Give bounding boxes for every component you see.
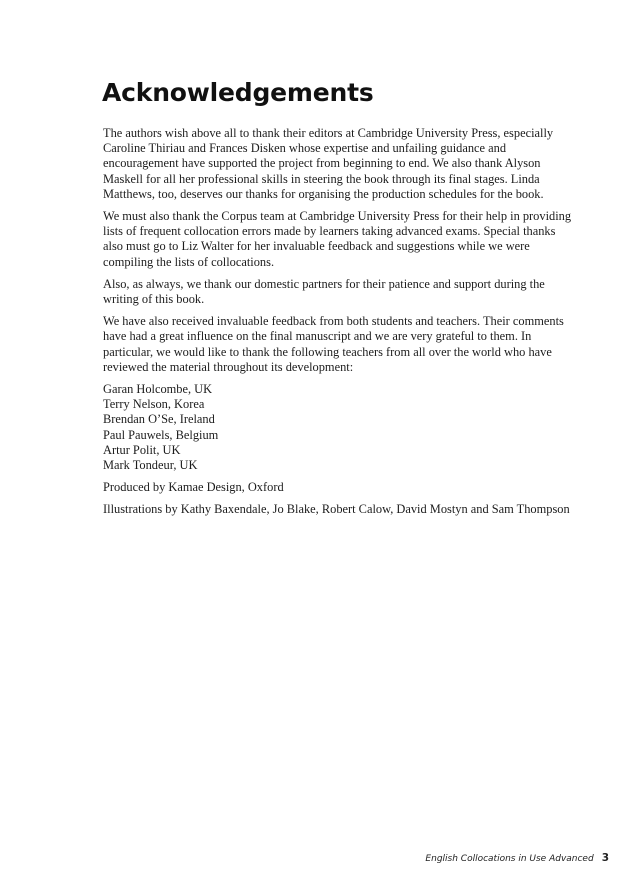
footer-book-title: English Collocations in Use Advanced [425, 854, 594, 864]
paragraph-feedback: We have also received invaluable feedback from both students and teachers. Their comments have had a great influence on the final manuscript and we are very grateful to them. In particular, we would like to thank the following teachers from all over the world who have reviewed the material throughout its development: [103, 314, 564, 374]
page-footer [425, 852, 609, 864]
reviewer-item: Mark Tondeur, UK [103, 458, 198, 473]
reviewer-item: Garan Holcombe, UK [103, 382, 213, 397]
paragraph-corpus-team: We must also thank the Corpus team at Cambridge University Press for their help in providing lists of frequent collocation errors made by learners taking advanced exams. Special thanks also must go to Liz Walter for her invaluable feedback and suggestions while we were compiling the lists of collocations. [103, 209, 572, 269]
page-title: Acknowledgements [102, 78, 374, 107]
produced-by-credit: Produced by Kamae Design, Oxford [103, 480, 284, 495]
reviewer-list [103, 382, 573, 473]
reviewer-item: Artur Polit, UK [103, 442, 181, 457]
reviewer-item: Brendan O’Se, Ireland [103, 412, 215, 427]
reviewer-item: Paul Pauwels, Belgium [103, 427, 219, 442]
paragraph-editors: The authors wish above all to thank their editors at Cambridge University Press, especially Caroline Thiriau and Frances Disken whose expertise and unfailing guidance and encouragement have supported the project from beginning to end. We also thank Alyson Maskell for all her professional skills in steering the book through its final stages. Linda Matthews, too, deserves our thanks for organising the production schedules for the book. [103, 126, 554, 201]
illustrations-credit: Illustrations by Kathy Baxendale, Jo Blake, Robert Calow, David Mostyn and Sam Thompson [103, 502, 570, 517]
page-number: 3 [601, 852, 609, 864]
acknowledgements-body [103, 126, 573, 525]
paragraph-domestic-partners: Also, as always, we thank our domestic partners for their patience and support during the writing of this book. [103, 276, 545, 307]
reviewer-item: Terry Nelson, Korea [103, 397, 205, 412]
